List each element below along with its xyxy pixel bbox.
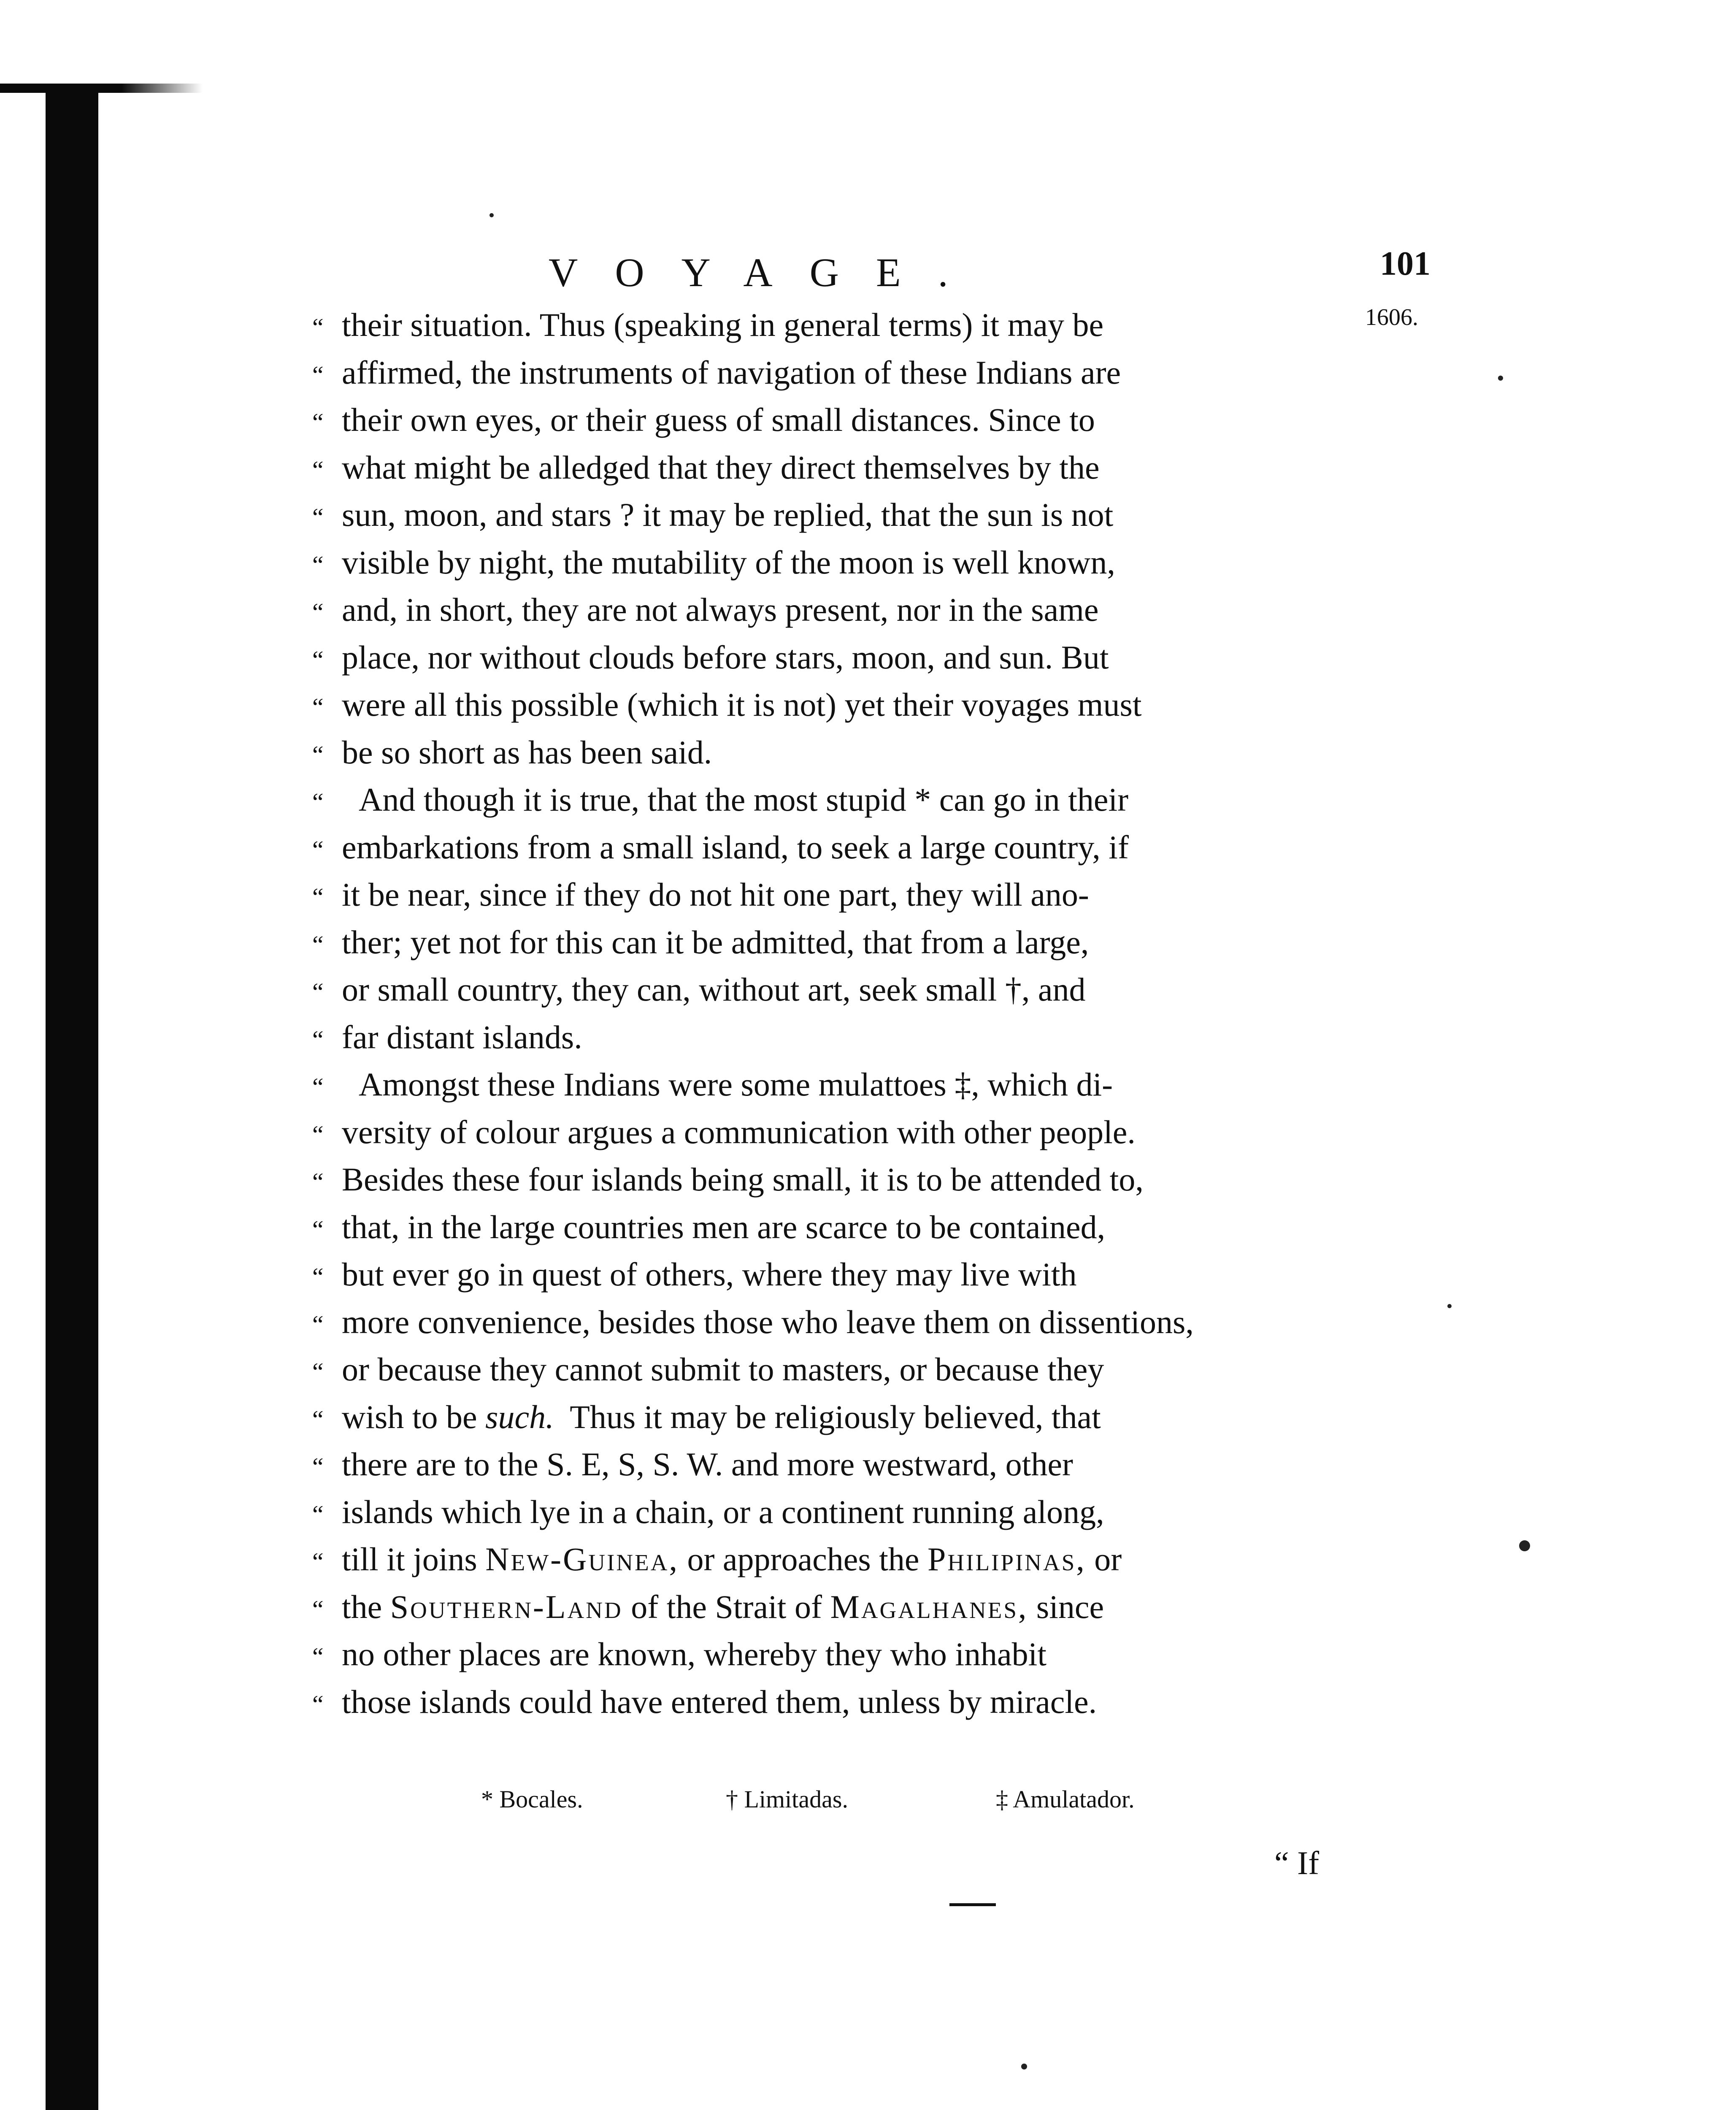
line-text: ther; yet not for this can it be admitted, that from a large, xyxy=(342,923,1089,960)
text-line xyxy=(312,1584,1104,1630)
text-line xyxy=(312,539,1115,586)
text-line xyxy=(312,1014,582,1060)
line-text: what might be alledged that they direct themselves by the xyxy=(342,449,1100,486)
line-text: were all this possible (which it is not) yet their voyages must xyxy=(342,686,1142,723)
line-text: be so short as has been said. xyxy=(342,733,712,771)
ink-speck xyxy=(1498,376,1503,381)
quote-mark: “ xyxy=(312,503,324,531)
line-text: and, in short, they are not always present, nor in the same xyxy=(342,591,1099,628)
quote-mark: “ xyxy=(312,1548,324,1576)
line-text: sun, moon, and stars ? it may be replied, that the sun is not xyxy=(342,496,1114,533)
line-text-cont: or approaches the xyxy=(679,1541,928,1577)
line-text: that, in the large countries men are scarce to be contained, xyxy=(342,1208,1106,1245)
quote-mark: “ xyxy=(312,361,324,389)
quote-mark: “ xyxy=(312,456,324,484)
ink-speck xyxy=(489,213,494,217)
line-text: wish to be xyxy=(342,1398,477,1435)
line-text: embarkations from a small island, to seek a large country, if xyxy=(342,828,1129,866)
decorative-dash xyxy=(949,1903,996,1906)
line-text: And though it is true, that the most stupid * can go in their xyxy=(359,781,1129,818)
text-line xyxy=(312,302,1103,348)
line-text: there are to the S. E, S, S. W. and more westward, other xyxy=(342,1446,1073,1482)
text-line xyxy=(312,1204,1105,1250)
line-text: Amongst these Indians were some mulattoes ‡, which di- xyxy=(359,1066,1113,1103)
quote-mark: “ xyxy=(312,978,324,1006)
footnote-2: † Limitadas. xyxy=(726,1785,848,1813)
line-text: no other places are known, whereby they who inhabit xyxy=(342,1636,1046,1672)
italic-word: such. xyxy=(485,1398,554,1435)
quote-mark: “ xyxy=(312,1310,324,1339)
quote-mark: “ xyxy=(312,1405,324,1434)
quote-mark: “ xyxy=(312,314,324,341)
text-line xyxy=(312,919,1089,966)
line-text: till it joins xyxy=(342,1541,477,1577)
text-line xyxy=(312,1441,1073,1488)
text-line xyxy=(312,1061,1113,1108)
place-name: New-Guinea, xyxy=(485,1541,679,1577)
text-line xyxy=(312,776,1128,823)
line-text: visible by night, the mutability of the moon is well known, xyxy=(342,544,1115,581)
text-line xyxy=(312,1299,1194,1345)
quote-mark: “ xyxy=(312,1453,324,1481)
line-text: their own eyes, or their guess of small distances. Since to xyxy=(342,401,1095,438)
text-line xyxy=(312,1489,1104,1535)
text-line xyxy=(312,1109,1136,1155)
ink-speck xyxy=(1447,1304,1452,1308)
binding-top-edge xyxy=(0,84,203,93)
text-line xyxy=(312,349,1121,396)
line-text: their situation. Thus (speaking in general terms) it may be xyxy=(342,306,1104,343)
quote-mark: “ xyxy=(312,1215,324,1244)
quote-mark: “ xyxy=(312,598,324,626)
quote-mark: “ xyxy=(312,1263,324,1291)
line-text: the xyxy=(342,1588,382,1625)
line-text-cont: Thus it may be religiously believed, that xyxy=(554,1398,1101,1435)
text-line xyxy=(312,1394,1101,1440)
text-line xyxy=(312,1631,1046,1677)
text-line xyxy=(312,1346,1104,1393)
ink-speck xyxy=(1519,1540,1530,1551)
text-line xyxy=(312,587,1099,633)
quote-mark: “ xyxy=(312,693,324,721)
quote-mark: “ xyxy=(312,1595,324,1623)
text-line xyxy=(312,1536,1122,1582)
quote-mark: “ xyxy=(312,646,324,674)
quote-mark: “ xyxy=(312,408,324,436)
text-line xyxy=(312,729,712,776)
quote-mark: “ xyxy=(312,1690,324,1718)
line-text: place, nor without clouds before stars, moon, and sun. But xyxy=(342,638,1109,676)
line-text: those islands could have entered them, unless by miracle. xyxy=(342,1683,1097,1720)
line-text-cont: or xyxy=(1086,1541,1122,1577)
text-line xyxy=(312,682,1142,728)
text-line xyxy=(312,871,1089,918)
line-text: Besides these four islands being small, it is to be attended to, xyxy=(342,1161,1144,1198)
running-head: VOYAGE. xyxy=(549,250,985,295)
place-name: Southern-Land xyxy=(390,1588,623,1625)
text-line xyxy=(312,966,1086,1013)
line-text: or because they cannot submit to masters, or because they xyxy=(342,1351,1104,1388)
text-line xyxy=(312,1251,1077,1298)
quote-mark: “ xyxy=(312,788,324,816)
quote-mark: “ xyxy=(312,551,324,579)
text-line xyxy=(312,824,1129,871)
quote-mark: “ xyxy=(312,1358,324,1386)
line-text: affirmed, the instruments of navigation of these Indians are xyxy=(342,354,1121,391)
line-text-cont: since xyxy=(1028,1588,1104,1625)
quote-mark: “ xyxy=(312,836,324,864)
line-text: or small country, they can, without art, seek small †, and xyxy=(342,971,1086,1008)
line-text: more convenience, besides those who leave them on dissentions, xyxy=(342,1303,1194,1340)
quote-mark: “ xyxy=(312,883,324,911)
quote-mark: “ xyxy=(312,1500,324,1528)
page-number: 101 xyxy=(1380,245,1430,282)
text-line xyxy=(312,634,1109,681)
footnote-3: ‡ Amulatador. xyxy=(996,1785,1135,1813)
text-line xyxy=(312,444,1100,491)
quote-mark: “ xyxy=(312,1643,324,1671)
quote-mark: “ xyxy=(312,1168,324,1196)
margin-year: 1606. xyxy=(1365,304,1418,330)
quote-mark: “ xyxy=(312,1120,324,1149)
text-line xyxy=(312,1679,1097,1725)
text-line xyxy=(312,397,1095,443)
quote-mark: “ xyxy=(312,931,324,959)
line-text: it be near, since if they do not hit one part, they will ano- xyxy=(342,876,1089,913)
place-name: Philipinas, xyxy=(927,1541,1086,1577)
quote-mark: “ xyxy=(312,741,324,769)
line-text: versity of colour argues a communication with other people. xyxy=(342,1113,1136,1150)
catchword: “ If xyxy=(1274,1845,1320,1881)
binding-shadow xyxy=(46,87,98,2110)
quote-mark: “ xyxy=(312,1025,324,1054)
quote-mark: “ xyxy=(312,1073,324,1101)
place-name: Magalhanes, xyxy=(830,1588,1028,1625)
ink-speck xyxy=(1021,2064,1027,2069)
text-line xyxy=(312,1156,1144,1203)
line-text-cont: of the Strait of xyxy=(622,1588,830,1625)
line-text: far distant islands. xyxy=(342,1018,582,1055)
line-text: but ever go in quest of others, where they may live with xyxy=(342,1256,1077,1293)
footnote-1: * Bocales. xyxy=(481,1785,583,1813)
text-line xyxy=(312,492,1113,538)
line-text: islands which lye in a chain, or a continent running along, xyxy=(342,1493,1104,1530)
